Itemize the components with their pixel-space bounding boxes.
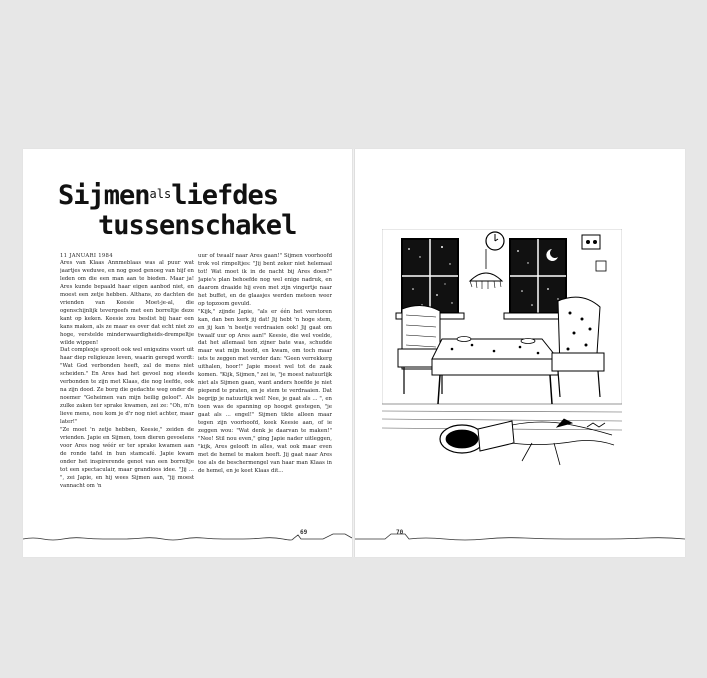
fallen-lamp	[440, 421, 514, 453]
figure-on-floor	[512, 419, 614, 465]
right-armchair	[552, 297, 604, 397]
chapter-title	[58, 179, 338, 241]
title-part1: Sijmen	[58, 180, 150, 211]
paragraph: Dat complexje sprooit ook wel enigszins voort uit haar diep religieuze leven, waarin geregd wordt: "Wat God verbonden heeft, zal de mens niet scheiden." En Ares had het gevoel nog steeds verbonden te zijn met Klaas, die nog leefde, ook na zijn dood. Ze borg die gedachte weg onder de noemer "Geheimen van mijn heilig geloof". Als zulke zaken ter sprake kwamen, zei ze: "Oh, m'n lieve mens, nou kom je d'r nog niet achter, maar later!"	[60, 347, 194, 426]
hanging-lamp	[470, 249, 502, 289]
text-column-2	[198, 253, 332, 523]
title-line2: tussenschakel	[98, 210, 297, 241]
page-number-left: 69	[300, 529, 308, 536]
text-column-1	[60, 260, 194, 522]
paragraph: "Kijk," zijnde Japie, "als er één het verstoren kan, dan ben kerk jij dat! Jij hebt 'n hoge stem, en jij kan 'n beetje verdraaien ook! Jij gaat om twaalf uur op Ares aan!" Keesie, die wel voelde, dat het allemaal ten zijner bate was, schudde maar wat mijn hoofd, en kwam, om toch maar iets te zeggen met verder dan: "Geen verrekkerg uithalen, hoor!" Japie moest wel tot de zaak komen. "Kijk, Sijmen," zei ie, "je moest natuurlijk niet als Sijmen gaan, want anders hoefde je niet piepend te praten, en je stem te verdraaien. Dat begrijp je natuurlijk wel! Nee, je gaat als ... ", en toen was de spanning op hoogst gestegen, "je gaat als ... engel!" Sijmen tikte alleen maar tegen zijn voorhoofd, keek Keesie aan, of ie zeggen wou: "Wat denk je daarvan te maken!" "Nee! Stil nou even," ging Japie nader uitleggen, "kijk, Ares gelooft in alles, wat ook maar even met de hemel te maken heeft. Jij gaat naar Ares toe als de beschermengel van haar man Klaas in de hemel, en je keet Klaas dit...	[198, 308, 332, 474]
paragraph: Ares van Klaas Annmeblaas was al puur wat jaartjes weduwe, en nog goed genoeg van hijf en leden om die een man aan te bieden. Maar ja! Ares kunde bepaald haar eigen aanbod niet, en moest een zetje hebben. Althans, zo dachten de vrienden van Keesie Moet-je-al, die ogenschijnlijk tevergeefs met een borreltje deze kant op keken. Keesie zou beslist bij haar een kans maken, als ze maar es over dat echt niet zo hoge, verstelde minderwaardigheids-drempeltje wilde wippen!	[60, 260, 194, 346]
page-number-right: 70	[396, 529, 404, 536]
left-page	[23, 149, 352, 557]
right-page	[355, 149, 685, 557]
room-illustration	[382, 229, 622, 499]
footer-wave-line	[355, 531, 685, 543]
title-connector: als	[149, 187, 172, 201]
paragraph: "Ze moet 'n zetje hebben, Keesie," zeiden de vrienden. Japie en Sijmen, toen dieren gevoelens voor Ares nog wéér er ter sprake kwamen aan de ronde tafel in hun stamcafé. Japie kwam onder het inspirerende genot van een borreltje tot een spectaculair, maar grandioos idee. "Jij ... ", zei Japie, en hij wees Sijmen aan, "jij moest vannacht om 'n	[60, 427, 194, 489]
wall-clock	[486, 232, 504, 250]
table	[432, 337, 558, 405]
entry-date: 11 JANUARI 1984	[60, 253, 113, 259]
paragraph: uur of twaalf naar Ares gaan!" Sijmen voorhoofd trok vol rimpeltjes: "Jij bent zeker niet helemaal tot! Wat moet ik in de nacht bij Ares doen?" Japie's plan behoefde nog wel enige nadruk, en daarom draaide hij even met zijn vingertje naar het buffet, en de glaasjes werden meteen weer op topzoom gevuld.	[198, 253, 332, 307]
title-part2: liefdes	[171, 180, 279, 211]
